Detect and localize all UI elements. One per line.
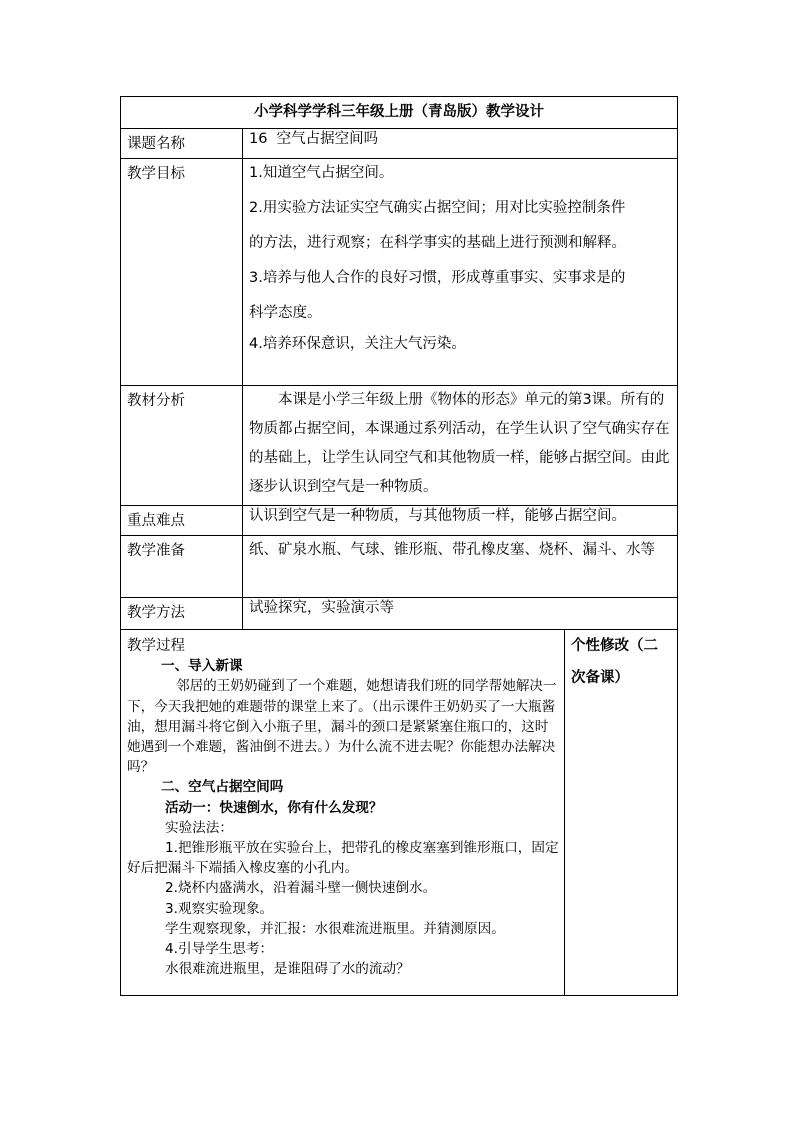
question: 水很难流进瓶里，是谁阻碍了水的流动？ bbox=[165, 961, 410, 978]
step-1: 1.把锥形瓶平放在实验台上，把带孔的橡皮塞塞到锥形瓶口，固定好后把漏斗下端插入橡皮塞的小孔内。 bbox=[127, 840, 559, 877]
step-2: 2.烧杯内盛满水，沿着漏斗壁一侧快速倒水。 bbox=[165, 880, 437, 897]
method-subheading: 实验法法： bbox=[165, 819, 233, 836]
key-points-label: 重点难点 bbox=[121, 506, 243, 536]
topic-row bbox=[121, 129, 678, 159]
section-heading-air: 二、空气占据空间吗 bbox=[161, 779, 284, 796]
lesson-plan-table bbox=[120, 96, 678, 996]
goal-item-2-cont: 的方法，进行观察；在科学事实的基础上进行预测和解释。 bbox=[249, 235, 626, 251]
key-points-row bbox=[121, 506, 678, 536]
process-row bbox=[121, 630, 678, 996]
goal-item-2: 2.用实验方法证实空气确实占据空间；用对比实验控制条件 bbox=[249, 200, 626, 216]
analysis-text: 本课是小学三年级上册《物体的形态》单元的第3课。所有的物质都占据空间，本课通过系列活动，在学生认识了空气确实存在的基础上，让学生认同空气和其他物质一样，能够占据空间。由此逐步认识到空气是一种物质。 bbox=[243, 386, 678, 506]
method-value: 试验探究，实验演示等 bbox=[243, 598, 678, 630]
topic-label: 课题名称 bbox=[121, 129, 243, 159]
title-row bbox=[121, 97, 678, 129]
materials-value: 纸、矿泉水瓶、气球、锥形瓶、带孔橡皮塞、烧杯、漏斗、水等 bbox=[243, 536, 678, 598]
table-title: 小学科学学科三年级上册（青岛版）教学设计 bbox=[121, 97, 678, 129]
analysis-row bbox=[121, 386, 678, 506]
intro-paragraph: 邻居的王奶奶碰到了一个难题，她想请我们班的同学帮她解决一下，今天我把她的难题带的课堂上来了。（出示课件王奶奶买了一大瓶酱油，想用漏斗将它倒入小瓶子里，漏斗的颈口是紧紧塞住瓶口的，这时她遇到一个难题，酱油倒不进去。）为什么流不进去呢？你能想办法解决吗？ bbox=[127, 678, 557, 776]
goals-label: 教学目标 bbox=[121, 159, 243, 386]
goals-row bbox=[121, 159, 678, 386]
observation: 学生观察现象，并汇报：水很难流进瓶里。并猜测原因。 bbox=[165, 920, 505, 937]
analysis-label: 教材分析 bbox=[121, 386, 243, 506]
revision-notes-label: 个性修改（二次备课） bbox=[565, 630, 678, 996]
materials-label: 教学准备 bbox=[121, 536, 243, 598]
goals-content bbox=[243, 159, 678, 386]
activity-1-heading: 活动一：快速倒水，你有什么发现？ bbox=[165, 799, 383, 816]
goal-item-3-cont: 科学态度。 bbox=[249, 305, 322, 321]
topic-value: 16 空气占据空间吗 bbox=[243, 129, 678, 159]
materials-row bbox=[121, 536, 678, 598]
goal-item-4: 4.培养环保意识，关注大气污染。 bbox=[249, 336, 466, 352]
process-content bbox=[121, 630, 565, 996]
method-row bbox=[121, 598, 678, 630]
step-3: 3.观察实验现象。 bbox=[165, 900, 274, 917]
key-points-value: 认识到空气是一种物质，与其他物质一样，能够占据空间。 bbox=[243, 506, 678, 536]
process-label: 教学过程 bbox=[127, 638, 185, 654]
method-label: 教学方法 bbox=[121, 598, 243, 630]
goal-item-1: 1.知道空气占据空间。 bbox=[249, 165, 394, 181]
goal-item-3: 3.培养与他人合作的良好习惯，形成尊重事实、实事求是的 bbox=[249, 270, 626, 286]
step-4: 4.引导学生思考： bbox=[165, 941, 274, 958]
section-heading-intro: 一、导入新课 bbox=[161, 658, 243, 675]
